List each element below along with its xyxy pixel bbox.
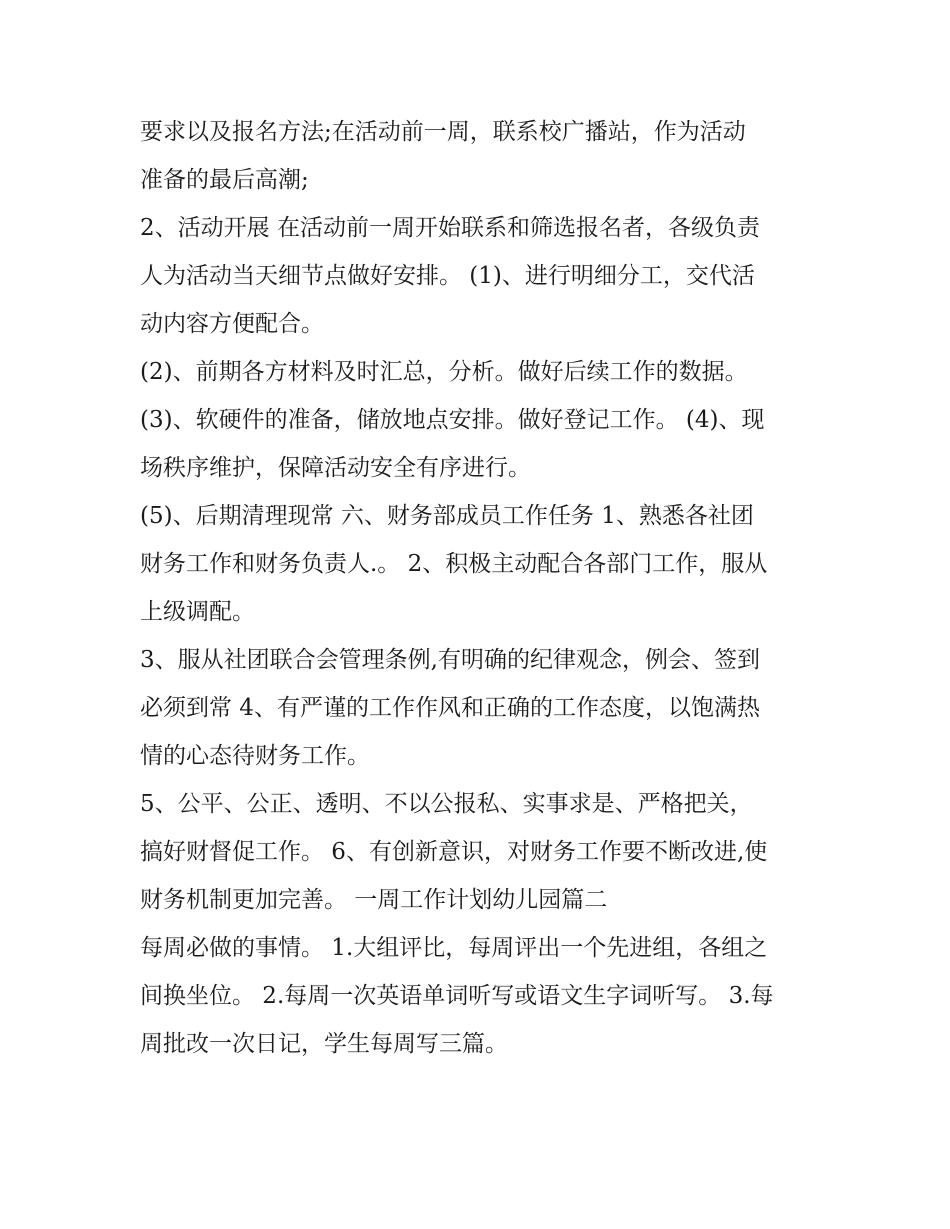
text-line: 财务工作和财务负责人.。 2、积极主动配合各部门工作，服从 (140, 551, 768, 577)
paragraph (140, 108, 820, 204)
paragraph (140, 780, 820, 924)
paragraph (140, 924, 820, 1068)
text-line: (2)、前期各方材料及时汇总，分析。做好后续工作的数据。 (140, 359, 748, 385)
paragraph (140, 492, 820, 636)
paragraph (140, 348, 820, 396)
text-line: 每周必做的事情。 1.大组评比，每周评出一个先进组，各组之 (140, 935, 768, 961)
text-line: 动内容方便配合。 (140, 311, 324, 337)
paragraph (140, 396, 820, 492)
text-line: 搞好财督促工作。 6、有创新意识，对财务工作要不断改进,使 (140, 839, 768, 865)
text-line: 场秩序维护，保障活动安全有序进行。 (140, 455, 531, 481)
text-line: 必须到常 4、有严谨的工作作风和正确的工作态度，以饱满热 (140, 695, 760, 721)
text-line: 间换坐位。 2.每周一次英语单词听写或语文生字词听写。 3.每 (140, 983, 774, 1009)
text-line: 准备的最后高潮; (140, 167, 309, 193)
text-line: 财务机制更加完善。 一周工作计划幼儿园篇二 (140, 887, 608, 913)
text-line: 上级调配。 (140, 599, 255, 625)
text-line: (5)、后期清理现常 六、财务部成员工作任务 1、熟悉各社团 (140, 503, 754, 529)
paragraph (140, 636, 820, 780)
paragraph (140, 204, 820, 348)
text-line: (3)、软硬件的准备，储放地点安排。做好登记工作。 (4)、现 (140, 407, 765, 433)
text-line: 情的心态待财务工作。 (140, 743, 370, 769)
text-line: 2、活动开展 在活动前一周开始联系和筛选报名者，各级负责 (140, 215, 760, 241)
text-line: 周批改一次日记，学生每周写三篇。 (140, 1031, 508, 1057)
text-line: 3、服从社团联合会管理条例,有明确的纪律观念，例会、签到 (140, 647, 760, 673)
text-line: 5、公平、公正、透明、不以公报私、实事求是、严格把关， (140, 791, 753, 817)
text-line: 要求以及报名方法;在活动前一周，联系校广播站，作为活动 (140, 119, 746, 145)
document-body (140, 108, 820, 1068)
text-line: 人为活动当天细节点做好安排。 (1)、进行明细分工，交代活 (140, 263, 755, 289)
